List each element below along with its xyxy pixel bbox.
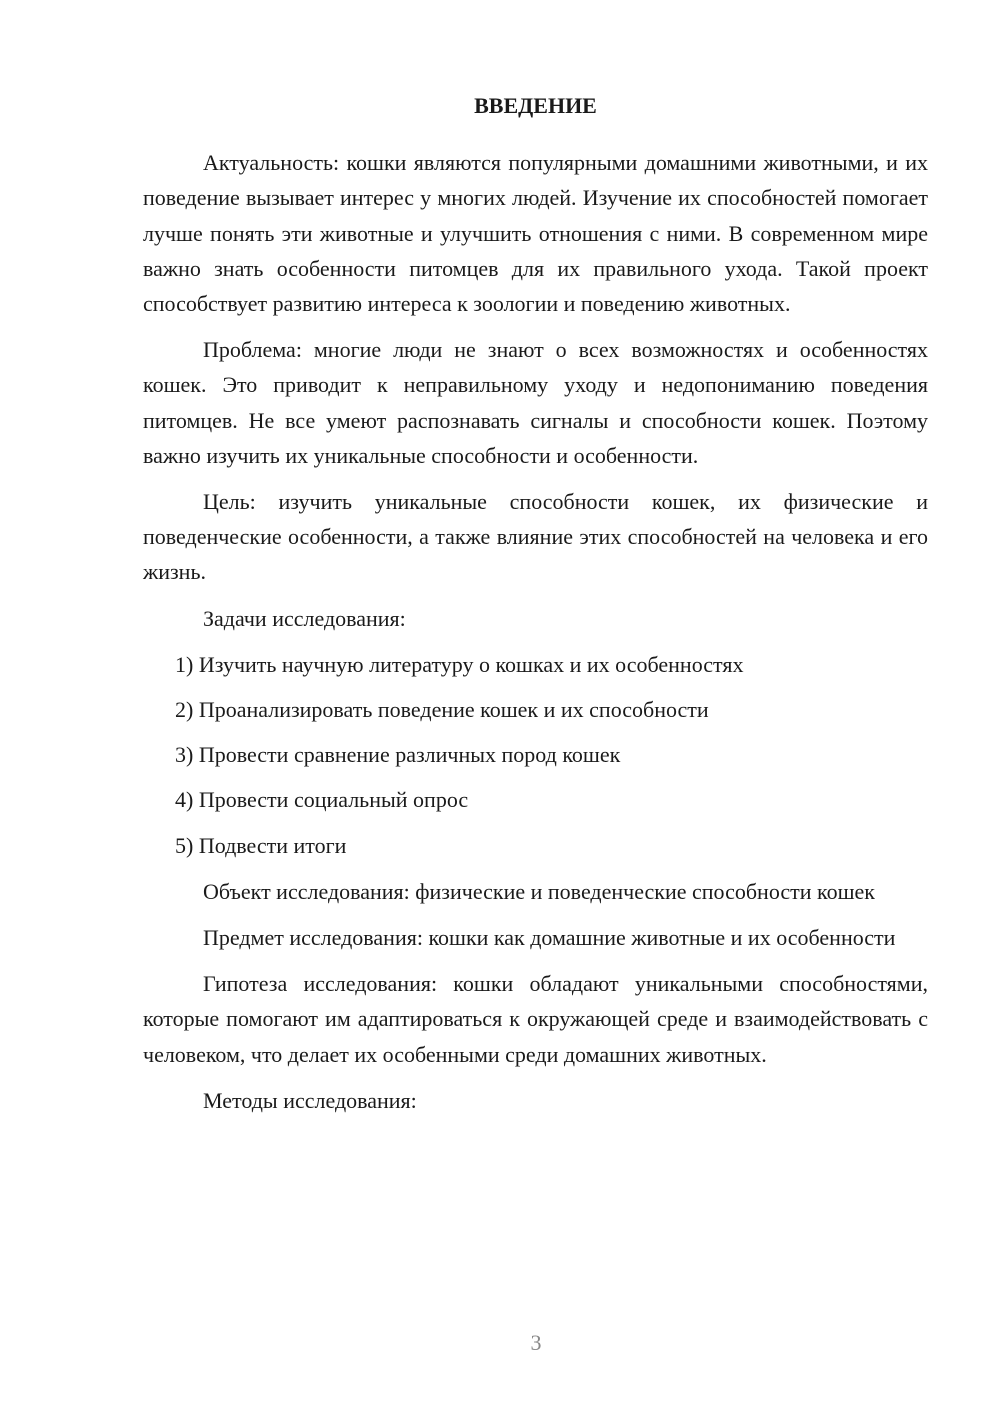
paragraph-goal: Цель: изучить уникальные способности кошек, их физические и поведенческие особенности, а также влияние этих способностей на человека и его жизнь. (143, 489, 928, 585)
methods-heading: Методы исследования: (203, 1087, 417, 1113)
section-title: ВВЕДЕНИЕ (474, 93, 597, 118)
paragraph-hypothesis: Гипотеза исследования: кошки обладают уникальными способностями, которые помогают им адаптироваться к окружающей среде и взаимодействовать с человеком, что делает их особенными среди домашних животных. (143, 971, 928, 1067)
page-number: 3 (530, 1330, 542, 1355)
list-item: 4) Провести социальный опрос (175, 787, 469, 813)
document-page (143, 88, 928, 1129)
tasks-heading: Задачи исследования: (203, 605, 406, 631)
paragraph-problem: Проблема: многие люди не знают о всех возможностях и особенностях кошек. Это приводит к неправильному уходу и недопониманию поведения питомцев. Не все умеют распознавать сигналы и способности кошек. Поэтому важно изучить их уникальные способности и особенности. (143, 337, 928, 468)
list-item: 5) Подвести итоги (175, 832, 347, 858)
paragraph-subject: Предмет исследования: кошки как домашние животные и их особенности (203, 925, 896, 951)
tasks-list (143, 647, 928, 863)
list-item: 2) Проанализировать поведение кошек и их способности (175, 697, 709, 723)
paragraph-relevance: Актуальность: кошки являются популярными домашними животными, и их поведение вызывает интерес у многих людей. Изучение их способностей помогает лучше понять эти животные и улучшить отношения с ними. В современном мире важно знать особенности питомцев для их правильного ухода. Такой проект способствует развитию интереса к зоологии и поведению животных. (143, 150, 928, 317)
list-item: 1) Изучить научную литературу о кошках и их особенностях (175, 651, 744, 677)
list-item: 3) Провести сравнение различных пород кошек (175, 742, 621, 768)
paragraph-object: Объект исследования: физические и поведенческие способности кошек (203, 878, 875, 904)
